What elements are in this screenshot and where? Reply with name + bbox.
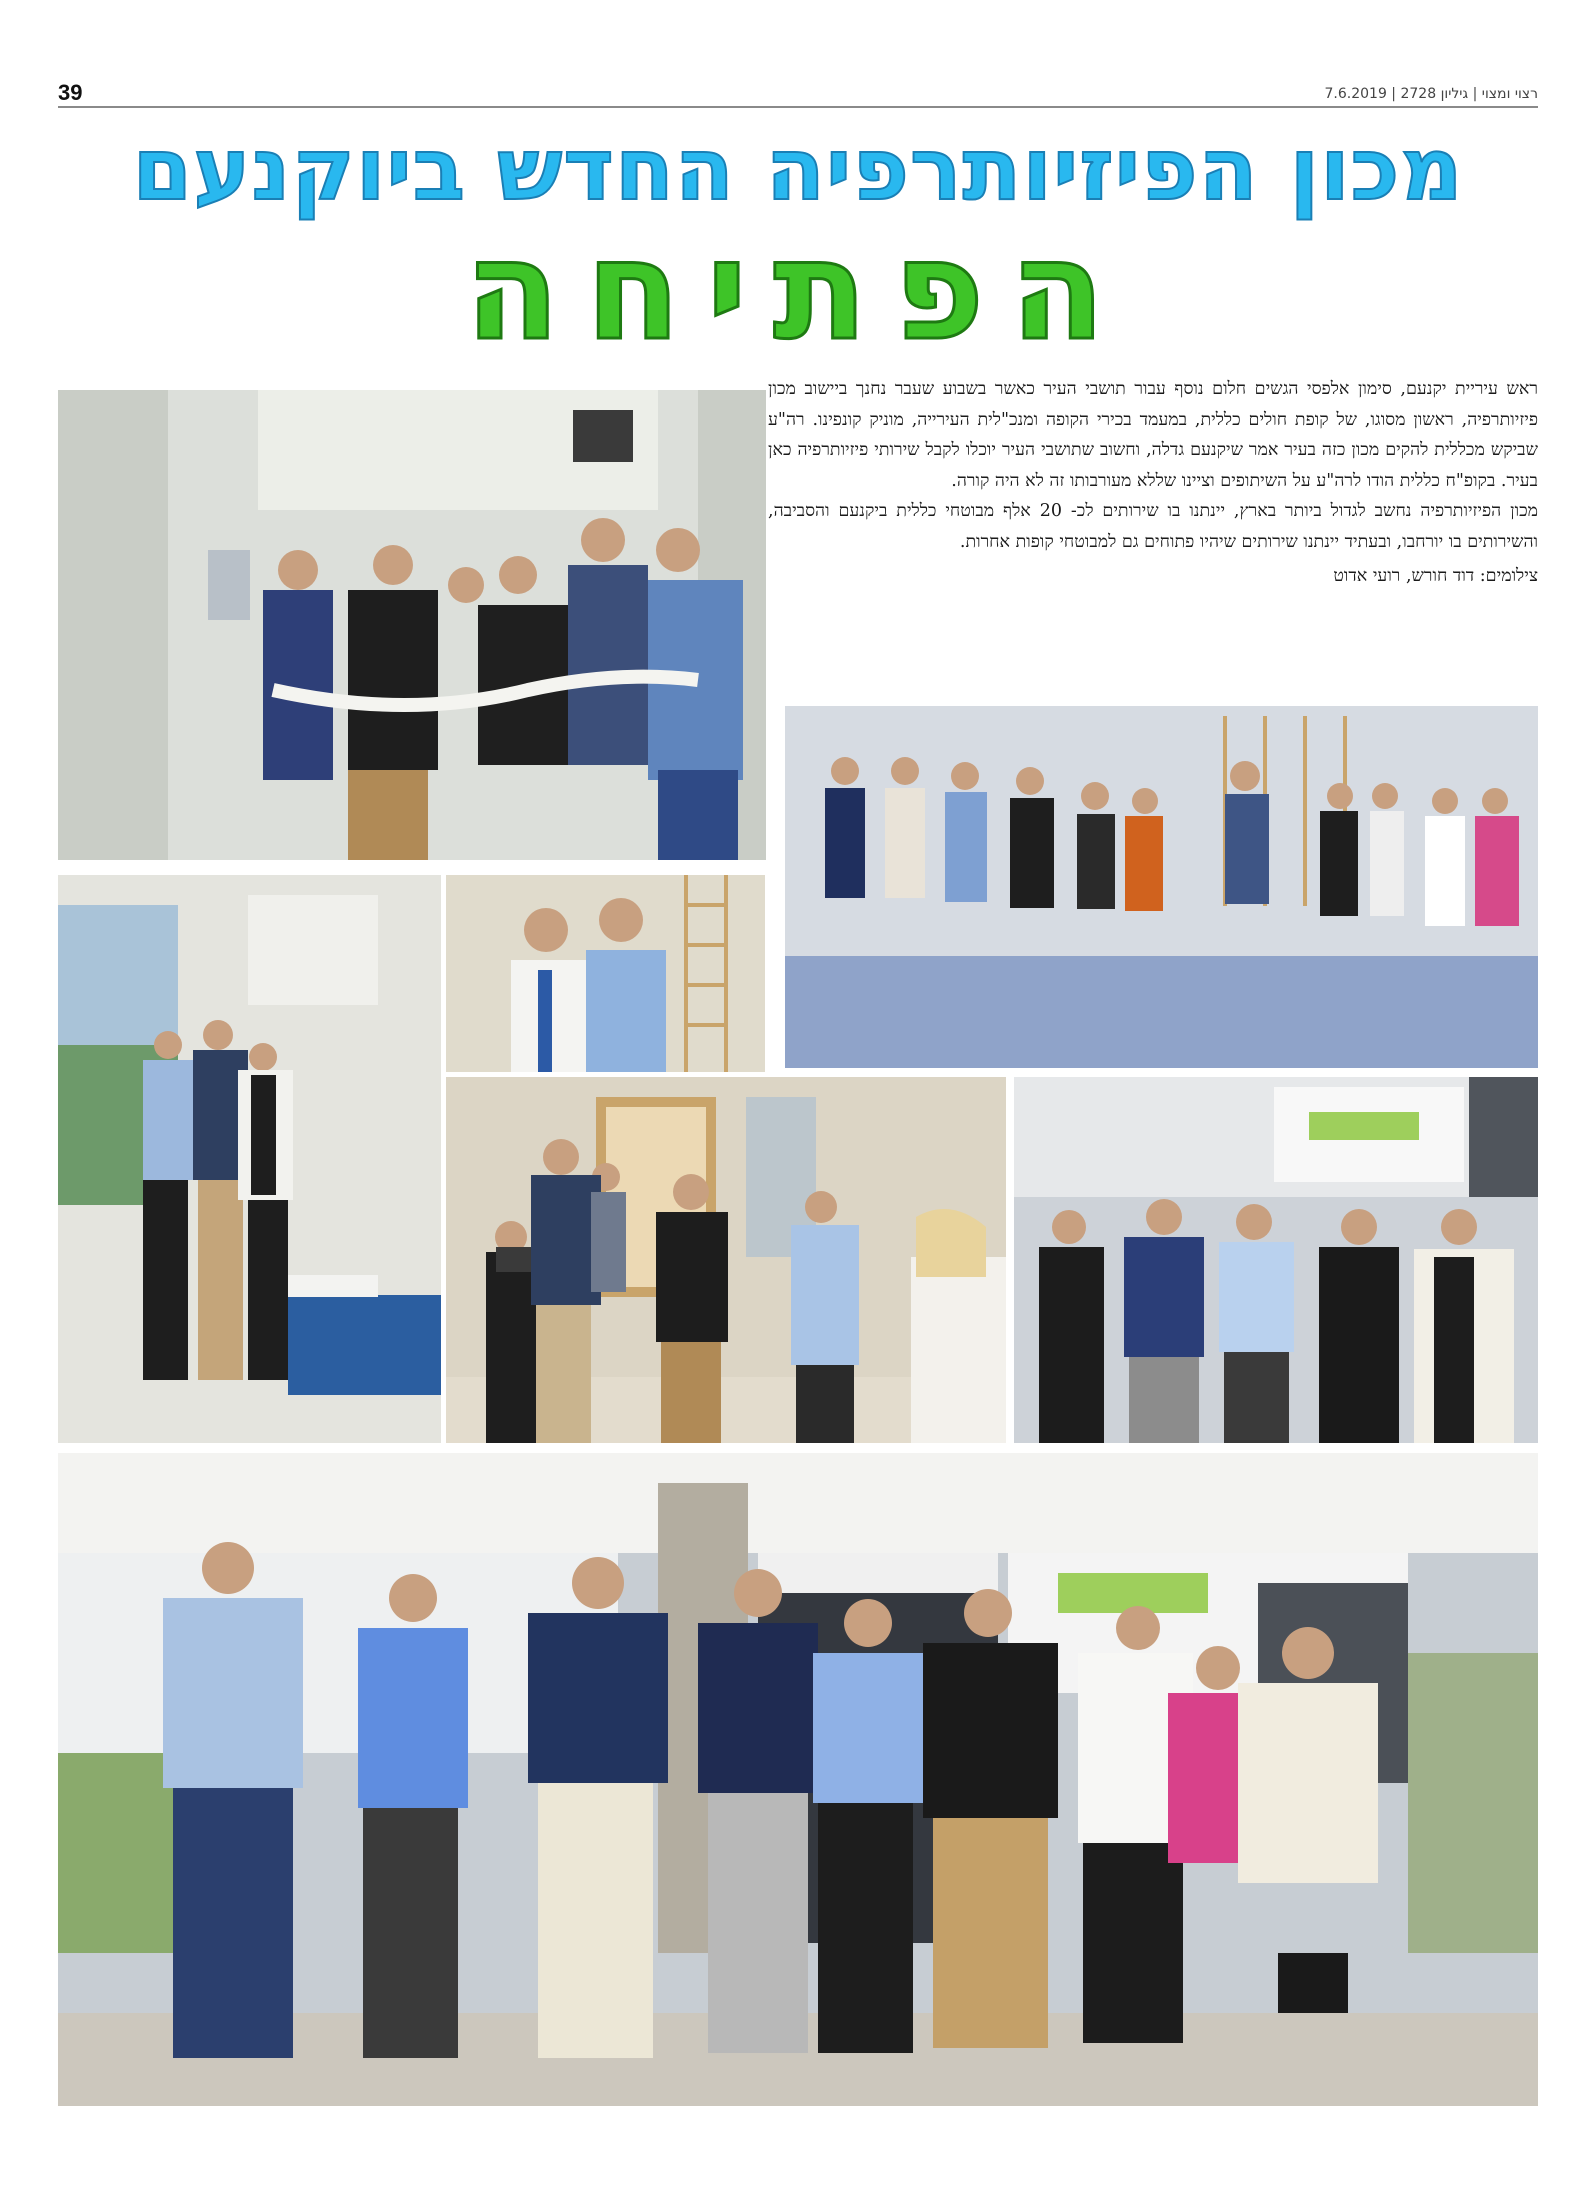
header-rule	[58, 106, 1538, 108]
article-body	[768, 374, 1538, 592]
photo-ribbon-cutting	[58, 390, 766, 860]
photo-group-outside-entrance	[58, 1453, 1538, 2106]
photo-group-by-clalit-sign	[1014, 1077, 1538, 1443]
article-paragraph-1: ראש עיריית יקנעם, סימון אלפסי הגשים חלום נוסף עבור תושבי העיר כאשר בשבוע שעבר נחנך ביישוב מכון פיזיותרפיה, ראשון מסוגו, של קופת חולים כללית, במעמד בכירי הקופה ומנכ"לית העירייה, מוניק קונפינו. רה"ע שביקש מכללית להקים מכון כזה בעיר אמר שיקנעם גדלה, וחשוב שתושבי העיר יוכלו לקבל שירותי פיזיותרפיה כאן בעיר. בקופ"ח כללית הודו לרה"ע על השיתופים וציינו שללא מעורבותו זה לא היה קורה.	[768, 379, 1538, 491]
photo-treatment-room	[58, 875, 441, 1443]
issue-line: רצוי ומצוי | גיליון 2728 | 7.6.2019	[1324, 86, 1538, 102]
photo-credit: צילומים: דוד חורש, רועי אדוט	[1333, 566, 1538, 586]
photo-hallway-visit	[446, 1077, 1006, 1443]
photo-group-in-gym	[785, 706, 1538, 1068]
headline-subtitle: הפתיחה	[464, 210, 1132, 371]
article-paragraph-2: מכון הפיזיותרפיה נחשב לגדול ביותר בארץ, יינתנו בו שירותים לכ- 20 אלף מבוטחי כללית ביקנעם והסביבה, והשירותים בו יורחבו, ובעתיד יינתנו שירותים שיהיו פתוחים גם למבוטחי קופות אחרות.	[768, 501, 1538, 552]
headline-title: מכון הפיזיותרפיה החדש ביוקנעם	[132, 120, 1464, 220]
page-number: 39	[58, 80, 83, 105]
photo-two-people-by-wall-bars	[446, 875, 765, 1072]
page-header	[58, 74, 1538, 110]
